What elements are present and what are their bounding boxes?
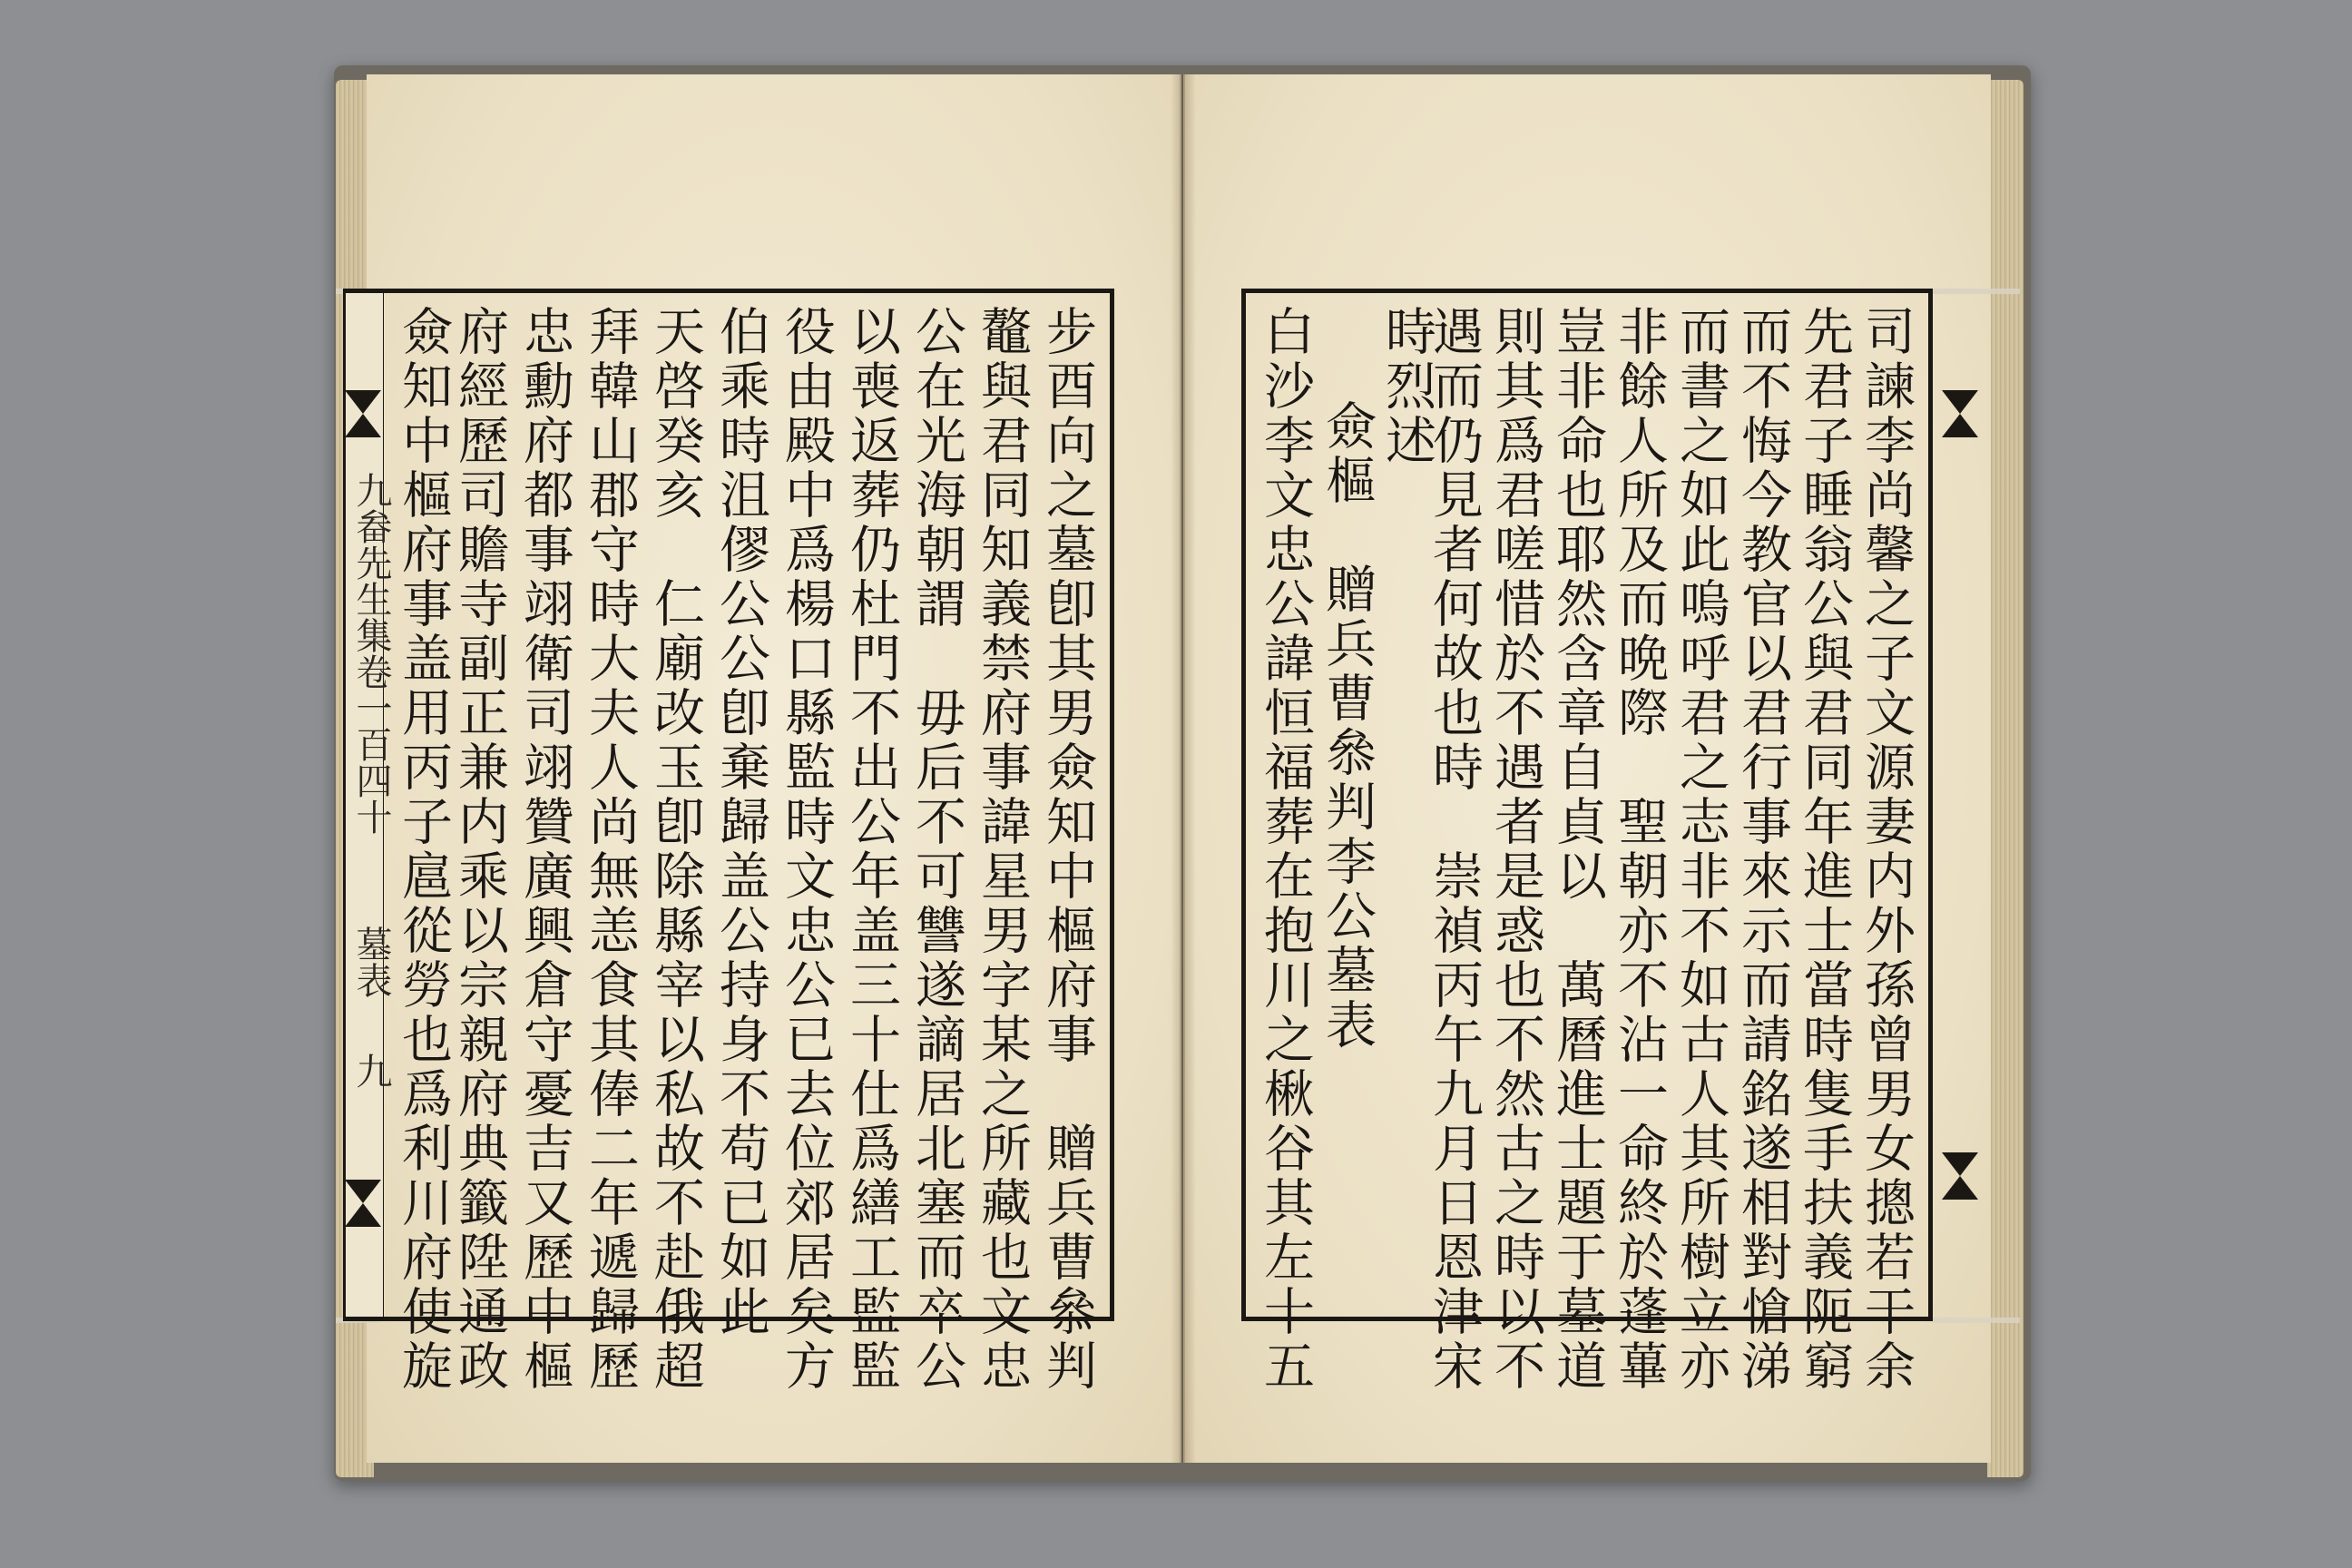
left-column-10: 府經歷司贍寺副正兼内乘以宗親府典籤陞通政 <box>450 305 509 1394</box>
right-column-2: 先君子睡翁公與君同年進士當時隻手扶義阨窮 <box>1795 305 1854 1394</box>
binding-thread-bottom-right <box>1933 1318 2020 1323</box>
left-column-8: 拜韓山郡守時大夫人尚無恙食其俸二年遞歸歷 <box>581 305 640 1394</box>
fish-tail-top-left-icon <box>345 390 381 437</box>
left-column-11: 僉知中樞府事盖用丙子扈從勞也爲利川府使旋 <box>394 305 453 1394</box>
running-head-section: 墓表 <box>350 926 392 998</box>
left-column-4: 以喪返葬仍杜門不出公年盖三十仕爲繕工監監 <box>842 305 901 1394</box>
right-column-5: 非餘人所及而晩際 聖朝亦不沾一命終於蓬蓽 <box>1610 305 1669 1394</box>
right-column-11: 白沙李文忠公諱恒福葬在抱川之楸谷其左十五 <box>1256 305 1315 1394</box>
right-column-4: 而書之如此嗚呼君之志非不如古人其所樹立亦 <box>1671 305 1730 1394</box>
left-column-1: 步酉向之墓卽其男僉知中樞府事 贈兵曹叅判 <box>1038 305 1097 1394</box>
running-head-collection-title: 九畚先生集卷一百四十 <box>350 472 392 835</box>
right-column-1: 司諫李尚馨之子文源妻内外孫曾男女摠若干余 <box>1857 305 1916 1394</box>
left-column-3: 公在光海朝謂 毋后不可讐遂謫居北塞而卒公 <box>907 305 966 1394</box>
fish-tail-bottom-left-icon <box>345 1180 381 1227</box>
right-column-10-title: 僉樞 贈兵曹叅判李公墓表 <box>1318 399 1377 1053</box>
running-head-page-number: 九 <box>350 1053 392 1089</box>
left-column-5: 役由殿中爲楊口縣監時文忠公已去位郊居矣方 <box>777 305 836 1394</box>
binding-thread-top-right <box>1933 289 2020 294</box>
left-column-2: 鼇與君同知義禁府事諱星男字某之所藏也文忠 <box>973 305 1032 1394</box>
right-column-9-author: 時烈述 <box>1377 305 1436 468</box>
right-column-3: 而不悔今教官以君行事來示而請銘遂相對愴涕 <box>1733 305 1792 1394</box>
right-column-6: 豈非命也耶然含章自貞以 萬曆進士題于墓道 <box>1548 305 1607 1394</box>
book-gutter <box>1171 74 1196 1463</box>
right-column-8: 遇而仍見者何故也時 崇禎丙午九月日恩津宋 <box>1425 305 1484 1394</box>
left-column-7: 天啓癸亥 仁廟改玉卽除縣宰以私故不赴俄超 <box>646 305 705 1394</box>
left-column-6: 伯乘時沮僇公公卽棄歸盖公持身不苟已如此 <box>711 305 770 1339</box>
fish-tail-bottom-right-icon <box>1942 1152 1978 1200</box>
left-column-9: 忠勳府都事翊衛司翊贊廣興倉守憂吉又歷中樞 <box>515 305 574 1394</box>
fish-tail-top-right-icon <box>1942 390 1978 437</box>
right-column-7: 則其爲君嗟惜於不遇者是惑也不然古之時以不 <box>1486 305 1545 1394</box>
